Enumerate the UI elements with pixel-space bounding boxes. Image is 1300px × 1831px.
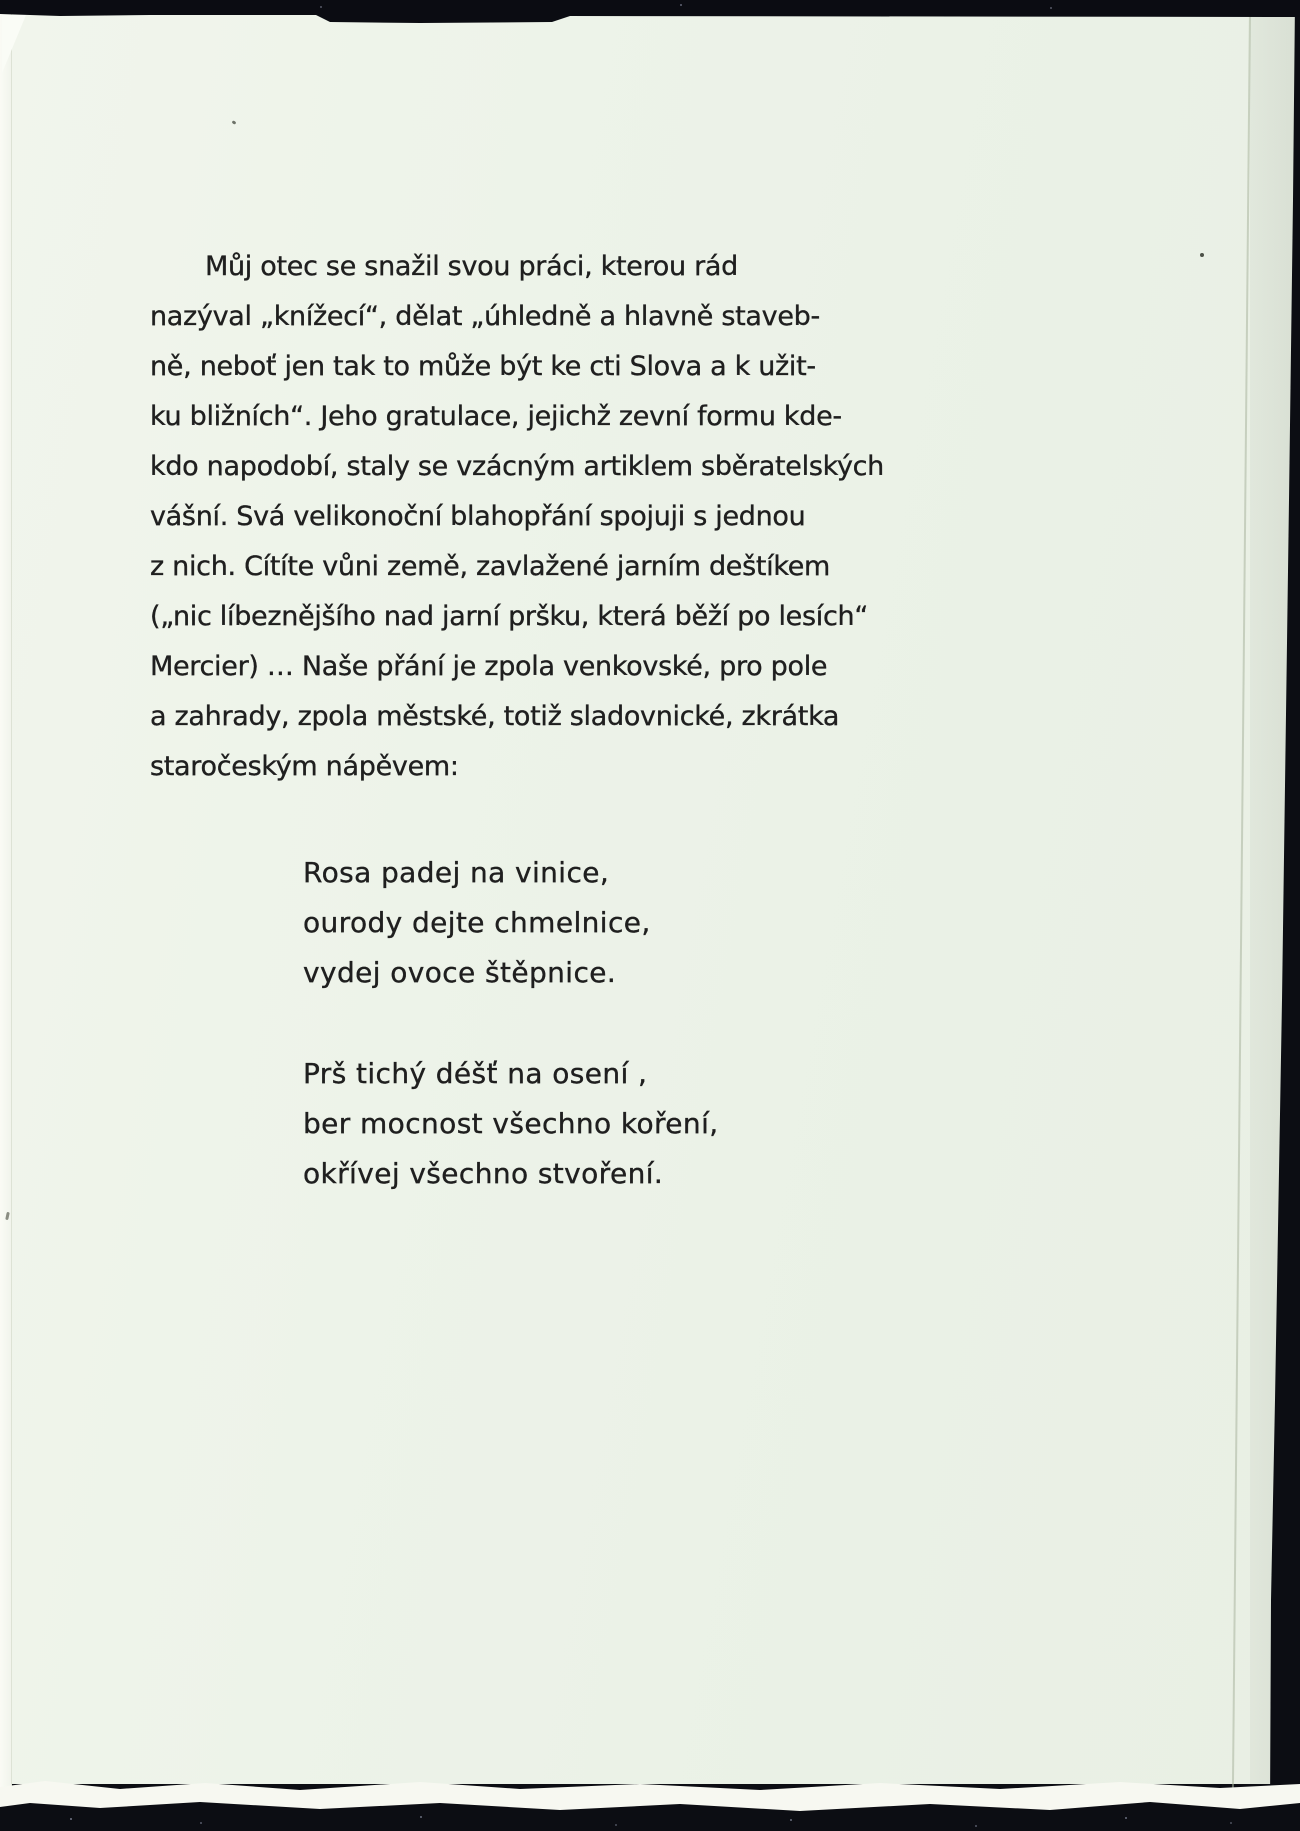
body-paragraph bbox=[150, 242, 970, 792]
verse-line: Prš tichý déšť na osení , bbox=[303, 1057, 648, 1090]
paragraph-line: Mercier) … Naše přání je zpola venkovské, pro pole bbox=[150, 651, 828, 682]
verse-prs bbox=[303, 1049, 903, 1199]
paragraph-line: kdo napodobí, staly se vzácným artiklem sběratelských bbox=[150, 451, 884, 482]
paragraph-line: a zahrady, zpola městské, totiž sladovnické, zkrátka bbox=[150, 701, 840, 732]
paragraph-line: ně, neboť jen tak to může být ke cti Slova a k užit- bbox=[150, 351, 816, 382]
paragraph-line: staročeským nápěvem: bbox=[150, 751, 459, 782]
paragraph-line: z nich. Cítíte vůni země, zavlažené jarním deštíkem bbox=[150, 551, 831, 582]
paragraph-line: ku bližních“. Jeho gratulace, jejichž zevní formu kde- bbox=[150, 401, 842, 432]
ink-speck bbox=[1200, 253, 1204, 257]
verse-rosa bbox=[303, 848, 903, 998]
verse-line: ourody dejte chmelnice, bbox=[303, 906, 651, 939]
verse-line: Rosa padej na vinice, bbox=[303, 856, 610, 889]
verse-line: okřívej všechno stvoření. bbox=[303, 1157, 664, 1190]
page-left-edge bbox=[0, 14, 12, 1802]
paragraph-line: nazýval „knížecí“, dělat „úhledně a hlavně staveb- bbox=[150, 301, 820, 332]
paragraph-line: Můj otec se snažil svou práci, kterou rád bbox=[205, 251, 738, 282]
verse-line: vydej ovoce štěpnice. bbox=[303, 956, 617, 989]
verse-line: ber mocnost všechno koření, bbox=[303, 1107, 719, 1140]
paragraph-line: vášní. Svá velikonoční blahopřání spojuji s jednou bbox=[150, 501, 806, 532]
paragraph-line: („nic líbeznějšího nad jarní pršku, která běží po lesích“ bbox=[150, 601, 869, 632]
scan-noise bbox=[70, 1818, 72, 1820]
